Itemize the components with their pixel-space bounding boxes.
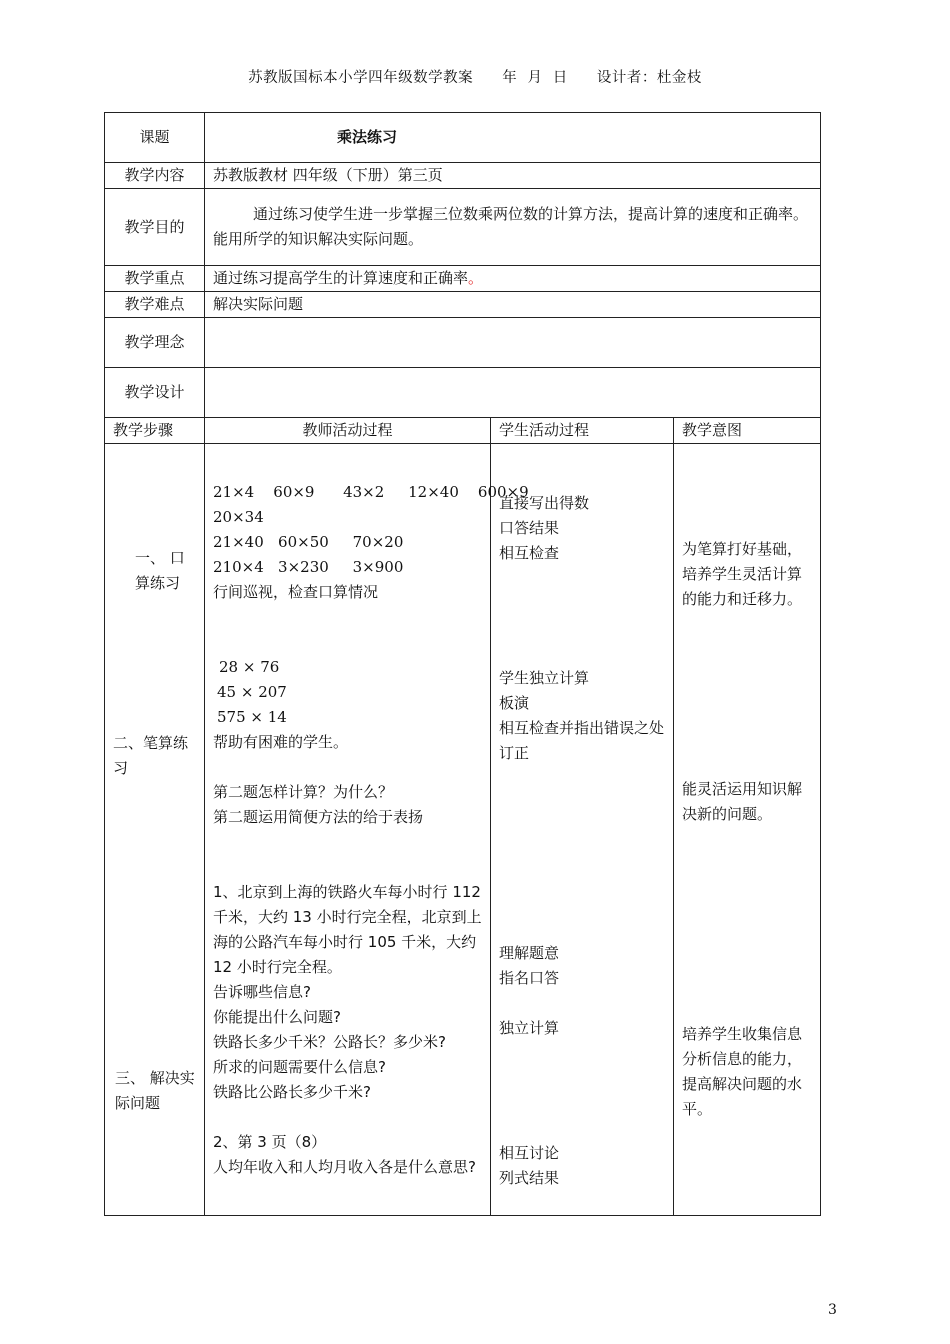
student-b1: 学生独立计算 <box>499 668 590 687</box>
col-header-intent: 教学意图 <box>674 418 821 444</box>
student-a3: 相互检查 <box>499 543 560 562</box>
label-concept: 教学理念 <box>105 318 205 368</box>
problem-info: 告诉哪些信息? <box>213 982 311 1001</box>
oral-line-3: 21×40 60×50 70×20 <box>213 532 404 551</box>
concept-value <box>205 318 821 368</box>
written-help: 帮助有困难的学生。 <box>213 732 349 751</box>
col-header-teacher: 教师活动过程 <box>205 418 491 444</box>
step-3-label: 三、 解决实际问题 <box>115 1068 195 1112</box>
written-q: 第二题怎样计算？为什么？ <box>213 782 394 801</box>
header-date: 年 月 日 <box>502 70 568 86</box>
topic-value: 乘法练习 <box>205 113 821 163</box>
oral-line-1: 21×4 60×9 43×2 12×40 600×9 <box>213 482 529 501</box>
key-period: 。 <box>468 269 484 287</box>
row-concept <box>105 318 821 368</box>
intent-cell <box>674 444 821 1216</box>
goal-text-2: 能用所学的知识解决实际问题。 <box>213 230 424 248</box>
label-key: 教学重点 <box>105 266 205 292</box>
student-c4: 相互讨论 <box>499 1143 560 1162</box>
key-value: 通过练习提高学生的计算速度和正确率 <box>213 269 469 287</box>
problem-ask: 你能提出什么问题? <box>213 1007 341 1026</box>
col-header-step: 教学步骤 <box>105 418 205 444</box>
label-goal: 教学目的 <box>105 189 205 266</box>
oral-line-2: 20×34 <box>213 507 264 526</box>
written-praise: 第二题运用简便方法的给于表扬 <box>213 807 424 826</box>
difficulty-value: 解决实际问题 <box>205 292 821 318</box>
written-3: 575 × 14 <box>217 707 287 726</box>
step-2 <box>113 731 198 1066</box>
label-design: 教学设计 <box>105 368 205 418</box>
key-cell <box>205 266 821 292</box>
row-content <box>105 163 821 189</box>
oral-line-4: 210×4 3×230 3×900 <box>213 557 404 576</box>
problem-diff: 铁路比公路长多少千米? <box>213 1082 371 1101</box>
label-topic: 课题 <box>105 113 205 163</box>
problem-length: 铁路长多少千米？公路长？多少米? <box>213 1032 446 1051</box>
student-b4: 订正 <box>499 743 530 762</box>
student-c2: 指名口答 <box>499 968 560 987</box>
row-goal <box>105 189 821 266</box>
page-header <box>0 66 950 87</box>
intent-1: 为笔算打好基础，培养学生灵活计算的能力和迁移力。 <box>682 540 803 608</box>
written-1: 28 × 76 <box>219 657 280 676</box>
student-b3: 相互检查并指出错误之处 <box>499 718 665 737</box>
oral-check: 行间巡视，检查口算情况 <box>213 582 379 601</box>
goal-cell <box>205 189 821 266</box>
activities-row <box>105 444 821 1216</box>
problem-2-question: 人均年收入和人均月收入各是什么意思? <box>213 1157 476 1176</box>
page-number: 3 <box>828 1302 837 1318</box>
design-value <box>205 368 821 418</box>
row-key <box>105 266 821 292</box>
col-header-student: 学生活动过程 <box>491 418 674 444</box>
step-2-label: 二、笔算练习 <box>113 733 189 777</box>
intent-3: 培养学生收集信息分析信息的能力，提高解决问题的水平。 <box>682 1025 803 1118</box>
student-a1: 直接写出得数 <box>499 493 590 512</box>
row-design <box>105 368 821 418</box>
column-header-row <box>105 418 821 444</box>
student-b2: 板演 <box>499 693 530 712</box>
problem-need: 所求的问题需要什么信息? <box>213 1057 386 1076</box>
steps-cell <box>105 444 205 1216</box>
problem-1: 1、北京到上海的铁路火车每小时行 112 千米，大约 13 小时行完全程，北京到上海的公路汽车每小时行 105 千米，大约 12 小时行完全程。 <box>213 882 482 976</box>
goal-text-1: 通过练习使学生进一步掌握三位数乘两位数的计算方法，提高计算的速度和正确率。 <box>253 205 809 223</box>
problem-2: 2、第 3 页（8） <box>213 1132 327 1151</box>
student-a2: 口答结果 <box>499 518 560 537</box>
content-value: 苏教版教材 四年级（下册）第三页 <box>205 163 821 189</box>
header-designer: 设计者：杜金枝 <box>596 70 702 86</box>
written-2: 45 × 207 <box>217 682 287 701</box>
lesson-plan-table <box>104 112 821 1216</box>
label-content: 教学内容 <box>105 163 205 189</box>
student-c5: 列式结果 <box>499 1168 560 1187</box>
row-topic <box>105 113 821 163</box>
student-c1: 理解题意 <box>499 943 560 962</box>
step-1 <box>113 546 195 731</box>
student-c3: 独立计算 <box>499 1018 560 1037</box>
student-cell <box>491 444 674 1216</box>
header-title: 苏教版国标本小学四年级数学教案 <box>248 70 474 86</box>
row-difficulty <box>105 292 821 318</box>
step-1-label: 一、 口算练习 <box>135 548 185 592</box>
intent-2: 能灵活运用知识解决新的问题。 <box>682 780 803 823</box>
step-3 <box>113 1066 198 1116</box>
label-difficulty: 教学难点 <box>105 292 205 318</box>
